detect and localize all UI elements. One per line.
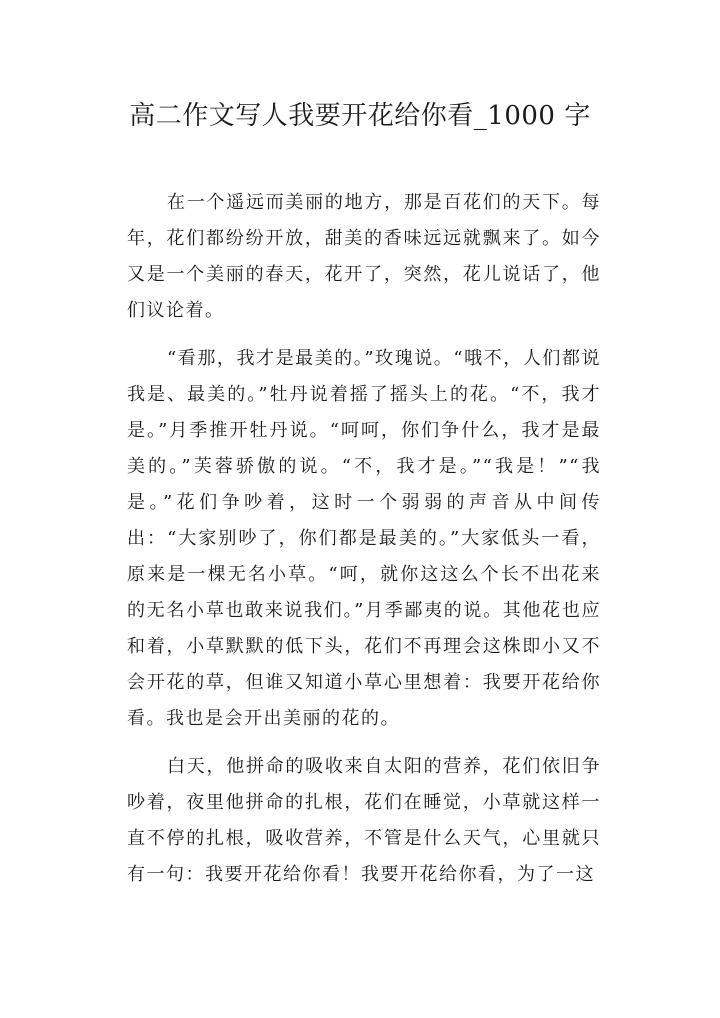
document-title: 高二作文写人我要开花给你看_1000 字 — [129, 101, 591, 131]
paragraph-3: 白天，他拼命的吸收来自太阳的营养，花们依旧争吵着，夜里他拼命的扎根，花们在睡觉，小草就这样一直不停的扎根，吸收营养，不管是什么天气，心里就只有一句：我要开花给你看！我要开花给你看，为了一这 — [127, 756, 601, 885]
paragraph-1: 在一个遥远而美丽的地方，那是百花们的天下。每年，花们都纷纷开放，甜美的香味远远就飘来了。如今又是一个美丽的春天，花开了，突然，花儿说话了，他们议论着。 — [127, 192, 601, 321]
document-body — [127, 185, 601, 905]
paragraph-2: “看那，我才是最美的。”玫瑰说。“哦不，人们都说我是、最美的。”牡丹说着摇了摇头上的花。“不，我才是。”月季推开牡丹说。“呵呵，你们争什么，我才是最美的。”芙蓉骄傲的说。“不，我才是。”“我是！”“我是。”花们争吵着，这时一个弱弱的声音从中间传出：“大家别吵了，你们都是最美的。”大家低头一看，原来是一棵无名小草。“呵，就你这这么个长不出花来的无名小草也敢来说我们。”月季鄙夷的说。其他花也应和着，小草默默的低下头，花们不再理会这株即小又不会开花的草，但谁又知道小草心里想着：我要开花给你看。我也是会开出美丽的花的。 — [127, 348, 601, 729]
